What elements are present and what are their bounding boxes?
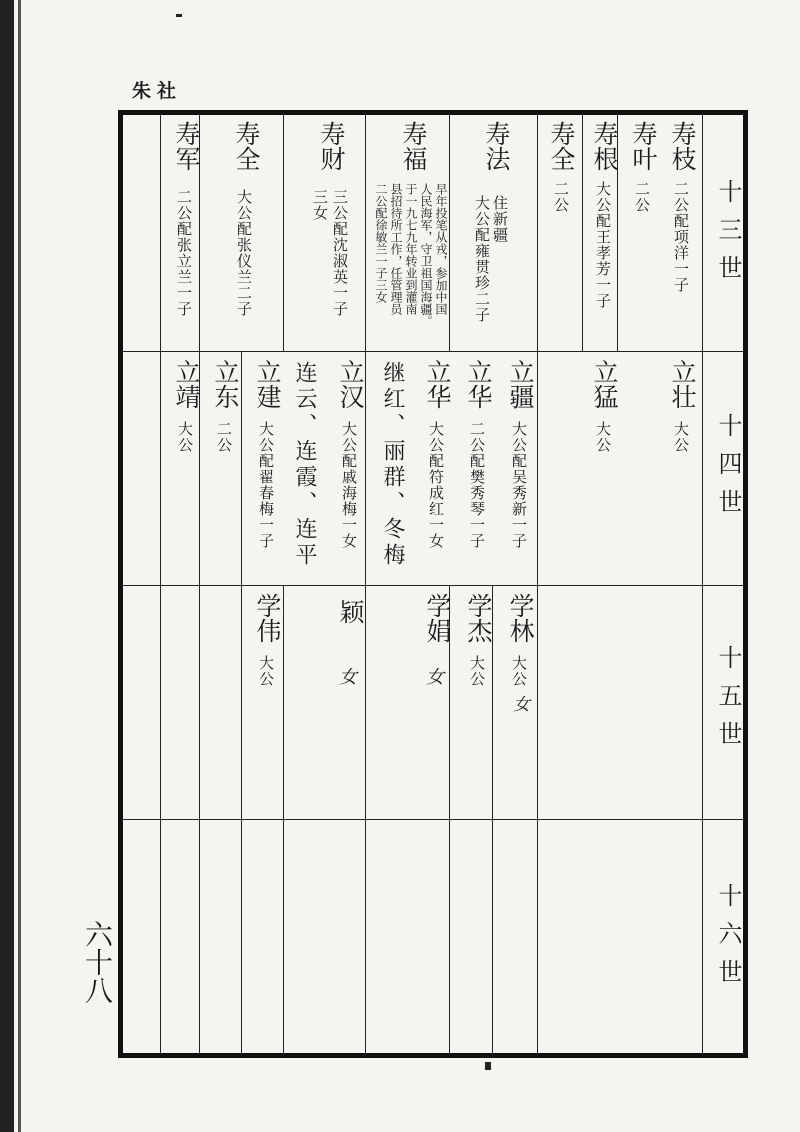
person-name: 立东 <box>211 359 240 409</box>
scan-mark <box>485 1062 491 1070</box>
col-divider <box>582 115 583 351</box>
person-note: 二公配张立兰一子 <box>175 189 193 317</box>
person-name: 寿全 <box>547 121 576 171</box>
page-binding-line <box>18 0 21 1132</box>
page-number: 六十八 <box>81 920 114 1004</box>
person-note: 大公 <box>510 655 528 687</box>
person-note: 二公 <box>552 181 570 213</box>
generation-13: 十三世 <box>714 179 742 293</box>
person-name: 立靖 <box>172 359 201 409</box>
person-note: 女 <box>423 667 444 686</box>
gen-header-divider <box>702 115 703 1053</box>
person-name: 立疆 <box>506 359 535 409</box>
person-name: 寿财 <box>317 121 346 171</box>
row-divider-15 <box>123 819 743 820</box>
col-divider <box>283 115 284 351</box>
row-divider-13 <box>123 351 743 352</box>
generation-16: 十六世 <box>714 883 742 997</box>
person-note: 人民海军，守卫祖国海疆。 <box>419 183 433 327</box>
person-note: 三公配沈淑英一子 <box>331 189 349 317</box>
person-name: 寿枝 <box>668 121 697 171</box>
person-note: 于一九七九年转业到灌南 <box>404 183 418 315</box>
person-name: 立建 <box>253 359 282 409</box>
col-divider <box>492 585 493 1053</box>
person-name: 立猛 <box>590 359 619 409</box>
person-note: 大公 <box>672 421 690 453</box>
genealogy-table <box>118 110 748 1058</box>
person-note: 三女 <box>311 189 329 221</box>
col-divider <box>449 585 450 1053</box>
row-divider-14 <box>123 585 743 586</box>
person-note: 大公配符成红一女 <box>427 421 445 549</box>
col-divider <box>537 585 538 1053</box>
col-divider <box>283 585 284 1053</box>
person-note: 大公配吴秀新一子 <box>510 421 528 549</box>
person-note: 大公配雍贯珍二子 <box>473 195 491 323</box>
person-note: 二公配徐敏兰一子三女 <box>374 183 388 303</box>
person-note: 县招待所工作，任管理员 <box>389 183 403 315</box>
page-header: 朱社 <box>132 80 183 102</box>
generation-14: 十四世 <box>714 413 742 527</box>
person-name: 学伟 <box>253 593 282 643</box>
person-name: 立汉 <box>336 359 365 409</box>
col-divider <box>365 115 366 351</box>
person-note: 二公 <box>215 421 233 453</box>
col-divider <box>241 585 242 1053</box>
person-name: 颖 <box>336 599 365 624</box>
col-divider <box>199 585 200 1053</box>
daughters-names: 连云、连霞、连平 <box>292 361 317 569</box>
person-note: 二公配项洋一子 <box>672 181 690 293</box>
person-name: 寿法 <box>482 121 511 171</box>
person-note: 女 <box>336 667 357 686</box>
scan-mark <box>176 14 182 17</box>
person-note: 大公配翟春梅一子 <box>257 421 275 549</box>
person-note: 大公配张仪兰二子 <box>235 189 253 317</box>
person-name: 学林 <box>506 593 535 643</box>
person-name: 立华 <box>423 359 452 409</box>
person-note: 大公配王孝芳一子 <box>594 181 612 309</box>
person-note: 住新疆 <box>491 195 509 243</box>
person-name: 学娟 <box>423 593 452 643</box>
person-name: 寿根 <box>590 121 619 171</box>
person-note: 大公 <box>257 655 275 687</box>
person-name: 立华 <box>464 359 493 409</box>
person-note: 大公 <box>176 421 194 453</box>
person-name: 寿叶 <box>629 121 658 171</box>
person-note: 大公 <box>468 655 486 687</box>
person-name: 立壮 <box>668 359 697 409</box>
person-note: 二公 <box>633 181 651 213</box>
generation-15: 十五世 <box>714 645 742 759</box>
page-binding-edge <box>0 0 14 1132</box>
col-divider <box>449 115 450 351</box>
col-divider <box>537 115 538 351</box>
daughters-names: 继红、丽群、冬梅 <box>380 361 405 569</box>
person-name: 寿全 <box>232 121 261 171</box>
col-divider <box>365 585 366 1053</box>
person-name: 寿福 <box>399 121 428 171</box>
person-note: 大公配戚海梅一女 <box>340 421 358 549</box>
person-note: 二公配樊秀琴一子 <box>468 421 486 549</box>
person-note: 大公 <box>594 421 612 453</box>
person-name: 学杰 <box>464 593 493 643</box>
col-divider <box>160 115 161 1053</box>
person-note: 女 <box>509 695 529 713</box>
person-note: 早年投笔从戎，参加中国 <box>434 183 448 315</box>
person-name: 寿军 <box>172 121 201 171</box>
